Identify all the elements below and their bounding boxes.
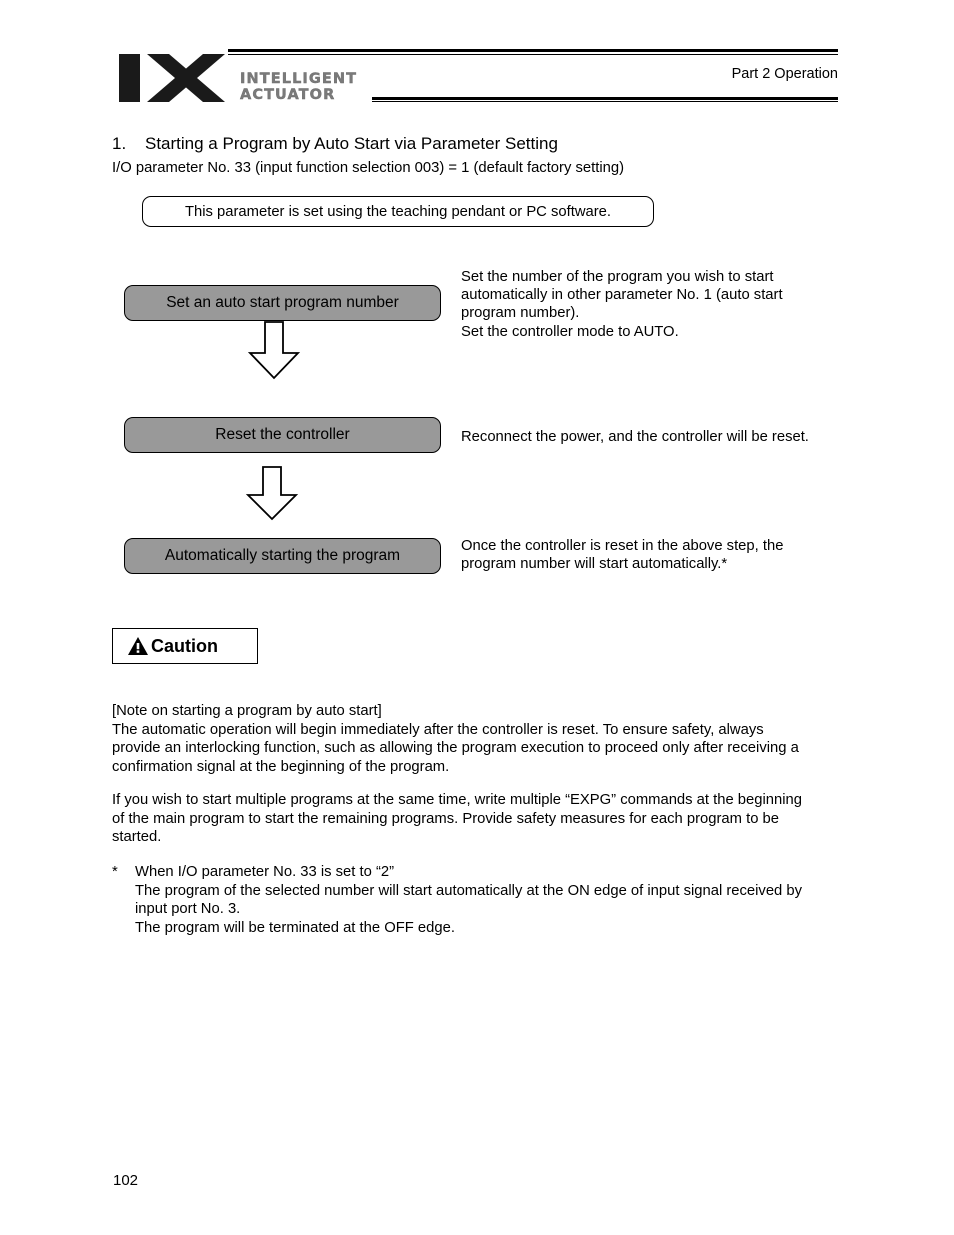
header-rule-top (228, 49, 838, 55)
desc-line: Once the controller is reset in the above step, the (461, 538, 784, 554)
flow-step-set-program-number (124, 285, 441, 321)
flow-step-reset-controller (124, 417, 441, 453)
parameter-note-box (142, 196, 654, 227)
desc-line: program number will start automatically.* (461, 556, 728, 573)
desc-line: Set the controller mode to AUTO. (461, 323, 679, 340)
flow-step-3-label: Automatically starting the program (164, 547, 401, 564)
parameter-note-text: This parameter is set using the teaching pendant or PC software. (184, 203, 612, 220)
section-subtitle: I/O parameter No. 33 (input function selection 003) = 1 (default factory setting) (112, 160, 624, 176)
warning-triangle-icon (127, 636, 149, 656)
header-part-title: Part 2 Operation (731, 66, 838, 82)
para-line: The automatic operation will begin immediately after the controller is reset. To ensure safety, always (112, 721, 764, 738)
desc-line: Set the number of the program you wish to start (461, 269, 774, 285)
note-paragraph-1 (112, 702, 862, 776)
footnote-marker: * (112, 864, 118, 880)
page-header (0, 0, 954, 120)
footnote-line: input port No. 3. (135, 901, 241, 918)
para-line: of the main program to start the remaining programs. Provide safety measures for each program to be (112, 810, 779, 827)
note-paragraph-2 (112, 791, 862, 847)
desc-line: Reconnect the power, and the controller will be reset. (461, 429, 809, 445)
para-line: started. (112, 829, 162, 846)
footnote-first-line: When I/O parameter No. 33 is set to “2” (135, 864, 395, 880)
section-heading (112, 134, 558, 154)
ix-logo-mark (117, 52, 237, 104)
flow-step-2-description (461, 428, 861, 446)
para-line: confirmation signal at the beginning of the program. (112, 758, 450, 775)
desc-line: automatically in other parameter No. 1 (auto start (461, 287, 783, 304)
flow-step-auto-start-program (124, 538, 441, 574)
flow-step-3-description (461, 537, 861, 573)
header-rule-bottom-thick (372, 97, 838, 100)
flow-step-2-label: Reset the controller (215, 426, 350, 443)
para-line: provide an interlocking function, such as allowing the program execution to proceed only after receiving a (112, 740, 799, 757)
down-arrow-icon-2 (245, 466, 299, 522)
footnote-block (112, 863, 872, 937)
flow-step-1-description (461, 268, 861, 341)
para-line: If you wish to start multiple programs at the same time, write multiple “EXPG” commands at the beginning (112, 792, 802, 808)
section-number: 1. (112, 134, 127, 153)
caution-box (112, 628, 258, 664)
company-logo (117, 52, 387, 107)
footnote-line: The program of the selected number will start automatically at the ON edge of input signal received by (135, 882, 803, 899)
down-arrow-icon-1 (247, 321, 301, 381)
desc-line: program number). (461, 305, 580, 322)
caution-label: Caution (151, 635, 218, 656)
para-line: [Note on starting a program by auto start] (112, 703, 382, 719)
section-title-text: Starting a Program by Auto Start via Parameter Setting (145, 134, 558, 153)
footnote-first-row (112, 863, 872, 882)
flow-step-1-label: Set an auto start program number (166, 294, 399, 311)
footnote-line: The program will be terminated at the OFF edge. (135, 919, 455, 936)
page-number: 102 (113, 1172, 139, 1189)
header-rule-bottom-thin (372, 101, 838, 102)
logo-word-actuator: ACTUATOR (240, 87, 336, 103)
logo-word-intelligent: INTELLIGENT (240, 71, 358, 87)
